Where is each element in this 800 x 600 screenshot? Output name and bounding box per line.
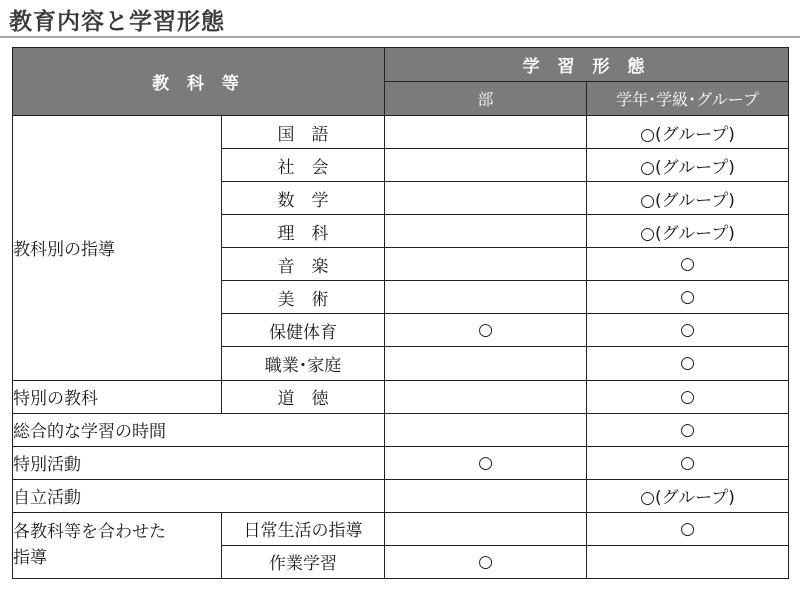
header-grade-class-group: 学年･学級･グループ: [587, 82, 789, 116]
title-divider: [0, 36, 800, 38]
header-subjects: 教 科 等: [13, 48, 385, 116]
grade-cell: ○: [587, 446, 789, 479]
header-department: 部: [385, 82, 587, 116]
table-row: [13, 116, 789, 149]
department-cell: [385, 479, 587, 512]
subject-cell: 日常生活の指導: [222, 512, 385, 545]
grade-cell: ○: [587, 413, 789, 446]
grade-cell: ○: [587, 248, 789, 281]
subject-cell: 国 語: [222, 116, 385, 149]
table-row: [13, 512, 789, 545]
category-combined-instruction: [13, 512, 222, 578]
department-cell: ○: [385, 446, 587, 479]
table-row: [13, 380, 789, 413]
subject-cell: 美 術: [222, 281, 385, 314]
department-cell: ○: [385, 314, 587, 347]
grade-cell: ○(グループ): [587, 479, 789, 512]
grade-cell: ○: [587, 512, 789, 545]
department-cell: [385, 413, 587, 446]
department-cell: [385, 380, 587, 413]
subject-cell: 職業･家庭: [222, 347, 385, 380]
category-line: 指導: [13, 548, 47, 569]
grade-cell: ○(グループ): [587, 116, 789, 149]
subject-cell: 理 科: [222, 215, 385, 248]
subject-cell: 数 学: [222, 182, 385, 215]
department-cell: [385, 116, 587, 149]
subject-cell: 作業学習: [222, 545, 385, 578]
department-cell: [385, 182, 587, 215]
category-cell: 特別活動: [13, 446, 385, 479]
grade-cell: ○: [587, 347, 789, 380]
grade-cell: [587, 545, 789, 578]
curriculum-table: [12, 47, 789, 579]
table-row: [13, 446, 789, 479]
table-row: [13, 479, 789, 512]
department-cell: [385, 281, 587, 314]
grade-cell: ○(グループ): [587, 149, 789, 182]
grade-cell: ○(グループ): [587, 215, 789, 248]
department-cell: [385, 512, 587, 545]
department-cell: [385, 149, 587, 182]
category-line: 各教科等を合わせた: [13, 522, 166, 543]
subject-cell: 道 徳: [222, 380, 385, 413]
subject-cell: 音 楽: [222, 248, 385, 281]
grade-cell: ○: [587, 380, 789, 413]
subject-cell: 保健体育: [222, 314, 385, 347]
category-cell: 総合的な学習の時間: [13, 413, 385, 446]
category-cell: 特別の教科: [13, 380, 222, 413]
department-cell: [385, 215, 587, 248]
department-cell: [385, 347, 587, 380]
category-subject-instruction: 教科別の指導: [13, 116, 222, 380]
table-row: [13, 413, 789, 446]
grade-cell: ○: [587, 281, 789, 314]
grade-cell: ○: [587, 314, 789, 347]
subject-cell: 社 会: [222, 149, 385, 182]
department-cell: ○: [385, 545, 587, 578]
category-cell: 自立活動: [13, 479, 385, 512]
header-learning-forms: 学 習 形 態: [385, 48, 789, 82]
page-title: 教育内容と学習形態: [9, 9, 225, 35]
department-cell: [385, 248, 587, 281]
grade-cell: ○(グループ): [587, 182, 789, 215]
